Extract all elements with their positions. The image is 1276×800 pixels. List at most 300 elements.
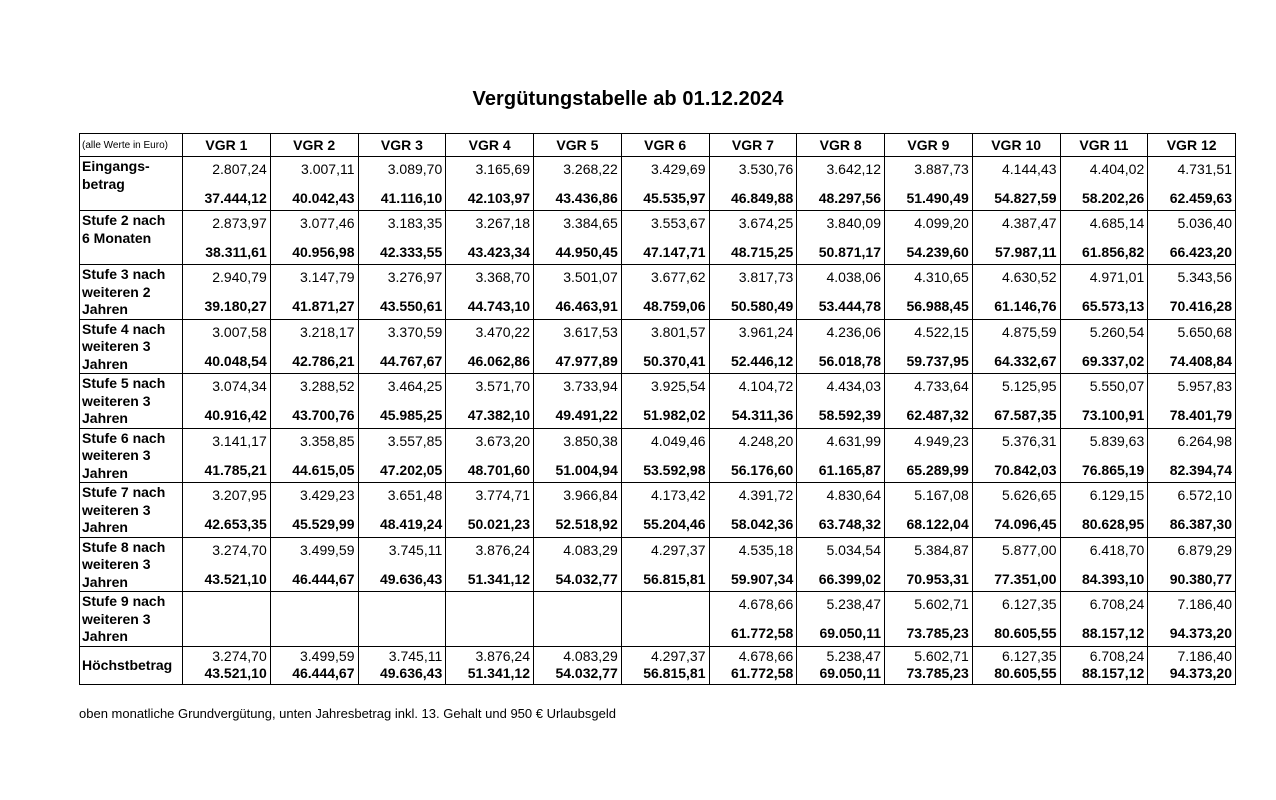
yearly-value: 61.165,87 [818,461,881,478]
value-cell [972,537,1060,592]
value-cell [1060,646,1148,684]
value-cell [358,537,446,592]
yearly-value: 49.491,22 [555,407,618,423]
yearly-value: 80.605,55 [994,625,1057,641]
yearly-value: 70.953,31 [906,570,969,587]
yearly-value: 37.444,12 [204,190,267,206]
monthly-value: 3.077,46 [300,215,355,231]
value-cell [709,537,797,592]
value-cell [797,157,885,211]
yearly-value: 49.636,43 [379,570,443,587]
footnote: oben monatliche Grundvergütung, unten Jahresbetrag inkl. 13. Gehalt und 950 € Urlaubsgeld [79,706,616,721]
monthly-value: 7.186,40 [1177,647,1232,664]
yearly-value: 47.202,05 [379,461,443,478]
value-cell [621,211,709,265]
monthly-value: 3.089,70 [387,161,443,177]
yearly-value: 42.333,55 [379,244,443,260]
value-cell [1060,319,1148,374]
column-header: VGR 5 [534,134,622,157]
value-cell [797,646,885,684]
monthly-value: 3.801,57 [651,323,706,340]
yearly-value: 58.592,39 [818,407,881,423]
yearly-value: 46.062,86 [467,352,530,369]
monthly-value: 5.260,54 [1089,323,1145,340]
row-label: Stufe 3 nach weiteren 2 Jahren [80,265,183,320]
monthly-value: 4.630,52 [1002,269,1057,285]
yearly-value: 45.985,25 [379,407,443,423]
yearly-value: 61.146,76 [994,298,1057,314]
yearly-value: 51.341,12 [467,664,530,681]
value-cell [797,592,885,647]
monthly-value [183,592,270,613]
value-cell [621,646,709,684]
value-cell [358,157,446,211]
currency-note: (alle Werte in Euro) [80,134,183,157]
yearly-value: 46.463,91 [555,298,618,314]
value-cell [1060,592,1148,647]
monthly-value: 4.297,37 [651,541,706,558]
yearly-value: 59.737,95 [906,352,969,369]
value-cell [183,211,271,265]
yearly-value: 53.444,78 [818,298,881,314]
value-cell [446,592,534,647]
yearly-value: 90.380,77 [1169,570,1232,587]
yearly-value: 84.393,10 [1081,570,1145,587]
yearly-value: 77.351,00 [994,570,1057,587]
yearly-value: 74.408,84 [1169,352,1232,369]
monthly-value: 4.310,65 [914,269,969,285]
monthly-value: 4.404,02 [1089,161,1145,177]
yearly-value: 47.147,71 [643,244,706,260]
row-label: Stufe 6 nach weiteren 3 Jahren [80,428,183,483]
monthly-value: 5.626,65 [1002,487,1057,503]
yearly-value: 40.042,43 [292,190,355,206]
yearly-value: 48.715,25 [730,244,794,260]
monthly-value: 3.745,11 [388,541,443,558]
monthly-value: 3.288,52 [300,378,355,394]
value-cell [972,211,1060,265]
value-cell [885,265,973,320]
monthly-value: 3.429,69 [651,161,706,177]
value-cell [1060,157,1148,211]
value-cell [1148,211,1236,265]
monthly-value: 6.129,15 [1089,487,1145,503]
value-cell [972,483,1060,538]
table-row [80,537,1236,592]
value-cell [972,374,1060,429]
monthly-value: 4.733,64 [914,378,969,394]
monthly-value: 3.651,48 [387,487,443,503]
monthly-value: 5.034,54 [826,541,881,558]
value-cell [534,592,622,647]
yearly-value: 82.394,74 [1169,461,1232,478]
monthly-value: 7.186,40 [1177,596,1232,612]
column-header: VGR 4 [446,134,534,157]
value-cell [446,265,534,320]
monthly-value: 4.144,43 [1002,161,1057,177]
table-row [80,374,1236,429]
column-header: VGR 2 [270,134,358,157]
yearly-value: 86.387,30 [1169,516,1232,532]
row-label: Stufe 8 nach weiteren 3 Jahren [80,537,183,592]
yearly-value [534,613,621,624]
monthly-value: 3.368,70 [475,269,530,285]
yearly-value: 47.977,89 [555,352,618,369]
yearly-value: 70.842,03 [994,461,1057,478]
yearly-value: 51.490,49 [906,190,969,206]
monthly-value: 2.873,97 [212,215,267,231]
yearly-value: 50.580,49 [730,298,794,314]
yearly-value: 41.871,27 [292,298,355,314]
value-cell [270,537,358,592]
column-header: VGR 1 [183,134,271,157]
monthly-value: 3.674,25 [738,215,794,231]
monthly-value: 6.708,24 [1089,647,1145,664]
monthly-value: 4.535,18 [738,541,794,558]
value-cell [534,319,622,374]
yearly-value: 56.988,45 [906,298,969,314]
yearly-value: 44.767,67 [379,352,443,369]
value-cell [621,374,709,429]
yearly-value: 56.815,81 [643,664,706,681]
yearly-value: 52.446,12 [730,352,794,369]
yearly-value: 68.122,04 [906,516,969,532]
monthly-value: 2.940,79 [212,269,267,285]
monthly-value: 6.127,35 [1002,647,1057,664]
monthly-value: 3.774,71 [475,487,530,503]
header-row [80,134,1236,157]
yearly-value: 45.535,97 [643,190,706,206]
value-cell [885,211,973,265]
value-cell [270,157,358,211]
monthly-value: 5.167,08 [914,487,969,503]
yearly-value: 42.653,35 [204,516,267,532]
monthly-value: 4.297,37 [651,647,706,664]
value-cell [534,646,622,684]
yearly-value: 48.419,24 [379,516,443,532]
value-cell [446,157,534,211]
yearly-value: 88.157,12 [1081,625,1145,641]
yearly-value: 51.004,94 [555,461,618,478]
value-cell [797,265,885,320]
value-cell [183,319,271,374]
value-cell [534,374,622,429]
monthly-value: 4.678,66 [738,596,794,612]
monthly-value: 6.572,10 [1177,487,1232,503]
monthly-value: 3.733,94 [563,378,618,394]
monthly-value: 4.083,29 [563,541,618,558]
monthly-value: 5.877,00 [1002,541,1057,558]
monthly-value: 3.274,70 [212,647,267,664]
monthly-value: 4.391,72 [738,487,794,503]
monthly-value: 3.007,58 [212,323,267,340]
monthly-value: 3.007,11 [301,161,355,177]
yearly-value: 42.786,21 [292,352,355,369]
page-title: Vergütungstabelle ab 01.12.2024 [472,88,784,110]
yearly-value: 88.157,12 [1081,664,1145,681]
value-cell [1060,211,1148,265]
yearly-value: 46.444,67 [292,664,355,681]
value-cell [797,428,885,483]
monthly-value: 2.807,24 [212,161,267,177]
monthly-value: 3.165,69 [475,161,530,177]
value-cell [885,428,973,483]
yearly-value: 73.100,91 [1081,407,1145,423]
yearly-value: 59.907,34 [730,570,794,587]
monthly-value: 4.104,72 [738,378,794,394]
yearly-value: 50.370,41 [643,352,706,369]
value-cell [446,646,534,684]
yearly-value: 80.605,55 [994,664,1057,681]
value-cell [797,537,885,592]
value-cell [1060,537,1148,592]
value-cell [972,157,1060,211]
value-cell [885,157,973,211]
yearly-value: 56.815,81 [643,570,706,587]
table-row [80,646,1236,684]
monthly-value: 6.127,35 [1002,596,1057,612]
yearly-value: 41.116,10 [380,190,443,206]
monthly-value: 5.957,83 [1177,378,1232,394]
value-cell [358,646,446,684]
value-cell [709,374,797,429]
monthly-value [271,592,358,613]
table-row [80,211,1236,265]
value-cell [621,157,709,211]
yearly-value: 73.785,23 [906,625,969,641]
table-row [80,157,1236,211]
yearly-value [271,613,358,624]
value-cell [534,157,622,211]
value-cell [358,374,446,429]
value-cell [270,428,358,483]
value-cell [885,319,973,374]
yearly-value: 80.628,95 [1081,516,1145,532]
column-header: VGR 10 [972,134,1060,157]
value-cell [709,428,797,483]
yearly-value: 43.436,86 [555,190,618,206]
value-cell [183,157,271,211]
value-cell [885,374,973,429]
yearly-value: 65.573,13 [1081,298,1145,314]
yearly-value: 38.311,61 [205,244,267,260]
monthly-value: 3.384,65 [563,215,618,231]
monthly-value: 6.418,70 [1089,541,1145,558]
monthly-value: 3.961,24 [738,323,794,340]
yearly-value: 43.521,10 [204,570,267,587]
monthly-value: 3.268,22 [563,161,618,177]
yearly-value: 61.856,82 [1081,244,1145,260]
table-row [80,265,1236,320]
value-cell [709,319,797,374]
value-cell [270,211,358,265]
monthly-value: 4.678,66 [738,647,794,664]
monthly-value: 3.183,35 [387,215,443,231]
monthly-value: 5.650,68 [1177,323,1232,340]
monthly-value: 3.074,34 [212,378,267,394]
value-cell [358,428,446,483]
yearly-value: 65.289,99 [906,461,969,478]
yearly-value: 78.401,79 [1169,407,1232,423]
value-cell [972,592,1060,647]
monthly-value: 4.248,20 [738,432,794,449]
yearly-value: 43.550,61 [379,298,443,314]
yearly-value: 50.021,23 [467,516,530,532]
value-cell [797,483,885,538]
yearly-value: 56.176,60 [730,461,794,478]
yearly-value: 62.459,63 [1169,190,1232,206]
value-cell [972,265,1060,320]
yearly-value: 52.518,92 [555,516,618,532]
value-cell [709,646,797,684]
column-header: VGR 8 [797,134,885,157]
row-label: Höchstbetrag [80,646,183,684]
value-cell [1060,374,1148,429]
value-cell [1060,428,1148,483]
monthly-value: 3.677,62 [651,269,706,285]
monthly-value: 5.343,56 [1177,269,1232,285]
value-cell [358,265,446,320]
yearly-value: 48.759,06 [643,298,706,314]
monthly-value: 4.083,29 [563,647,618,664]
yearly-value: 48.701,60 [467,461,530,478]
yearly-value: 40.916,42 [204,407,267,423]
row-label: Stufe 9 nach weiteren 3 Jahren [80,592,183,647]
monthly-value: 3.850,38 [563,432,618,449]
monthly-value [534,592,621,613]
monthly-value: 4.387,47 [1002,215,1057,231]
monthly-value: 4.434,03 [826,378,881,394]
column-header: VGR 6 [621,134,709,157]
monthly-value: 4.949,23 [914,432,969,449]
yearly-value: 73.785,23 [906,664,969,681]
value-cell [621,483,709,538]
value-cell [1148,319,1236,374]
value-cell [1060,483,1148,538]
monthly-value: 6.708,24 [1089,596,1145,612]
yearly-value [622,613,709,624]
yearly-value: 56.018,78 [818,352,881,369]
salary-table [79,133,1236,685]
column-header: VGR 7 [709,134,797,157]
monthly-value: 3.499,59 [300,541,355,558]
yearly-value: 53.592,98 [643,461,706,478]
yearly-value: 69.050,11 [819,664,881,681]
monthly-value: 3.925,54 [651,378,706,394]
value-cell [183,646,271,684]
yearly-value: 45.529,99 [292,516,355,532]
yearly-value: 40.048,54 [204,352,267,369]
yearly-value: 63.748,32 [818,516,881,532]
table-row [80,483,1236,538]
monthly-value: 3.429,23 [300,487,355,503]
monthly-value: 4.685,14 [1089,215,1145,231]
monthly-value: 3.274,70 [212,541,267,558]
value-cell [621,319,709,374]
monthly-value: 5.602,71 [914,647,969,664]
value-cell [270,265,358,320]
monthly-value: 3.642,12 [826,161,881,177]
table-row [80,319,1236,374]
value-cell [358,319,446,374]
yearly-value: 67.587,35 [994,407,1057,423]
column-header: VGR 11 [1060,134,1148,157]
yearly-value: 42.103,97 [467,190,530,206]
yearly-value: 61.772,58 [730,625,794,641]
monthly-value: 3.887,73 [914,161,969,177]
value-cell [972,319,1060,374]
yearly-value: 41.785,21 [204,461,267,478]
column-header: VGR 3 [358,134,446,157]
monthly-value: 5.125,95 [1002,378,1057,394]
value-cell [885,592,973,647]
value-cell [534,211,622,265]
monthly-value: 5.839,63 [1089,432,1145,449]
value-cell [358,483,446,538]
value-cell [709,211,797,265]
value-cell [885,537,973,592]
yearly-value: 58.042,36 [730,516,794,532]
yearly-value: 54.032,77 [555,570,618,587]
monthly-value: 3.840,09 [826,215,881,231]
yearly-value: 46.849,88 [730,190,794,206]
value-cell [709,265,797,320]
value-cell [446,483,534,538]
yearly-value: 66.423,20 [1169,244,1232,260]
monthly-value: 3.817,73 [738,269,794,285]
yearly-value: 69.050,11 [819,625,881,641]
column-header: VGR 12 [1148,134,1236,157]
monthly-value [359,592,446,613]
yearly-value: 70.416,28 [1169,298,1232,314]
monthly-value: 5.550,07 [1089,378,1145,394]
monthly-value [446,592,533,613]
value-cell [709,157,797,211]
yearly-value: 57.987,11 [994,244,1057,260]
value-cell [797,211,885,265]
value-cell [183,592,271,647]
value-cell [446,537,534,592]
yearly-value: 62.487,32 [906,407,969,423]
monthly-value: 4.731,51 [1177,161,1232,177]
monthly-value: 3.358,85 [300,432,355,449]
value-cell [183,265,271,320]
monthly-value: 6.879,29 [1177,541,1232,558]
yearly-value: 51.341,12 [467,570,530,587]
monthly-value: 3.571,70 [475,378,530,394]
monthly-value: 3.218,17 [300,323,355,340]
value-cell [709,592,797,647]
monthly-value: 4.038,06 [826,269,881,285]
monthly-value: 4.830,64 [826,487,881,503]
value-cell [621,537,709,592]
monthly-value: 5.376,31 [1002,432,1057,449]
yearly-value: 74.096,45 [994,516,1057,532]
yearly-value: 43.700,76 [292,407,355,423]
monthly-value: 3.207,95 [212,487,267,503]
monthly-value: 5.238,47 [826,596,881,612]
yearly-value [359,613,446,624]
monthly-value: 4.099,20 [914,215,969,231]
monthly-value: 3.745,11 [388,647,443,664]
table-row [80,592,1236,647]
value-cell [183,428,271,483]
row-label: Stufe 2 nach 6 Monaten [80,211,183,265]
value-cell [183,537,271,592]
value-cell [534,265,622,320]
yearly-value: 40.956,98 [292,244,355,260]
yearly-value: 50.871,17 [818,244,881,260]
